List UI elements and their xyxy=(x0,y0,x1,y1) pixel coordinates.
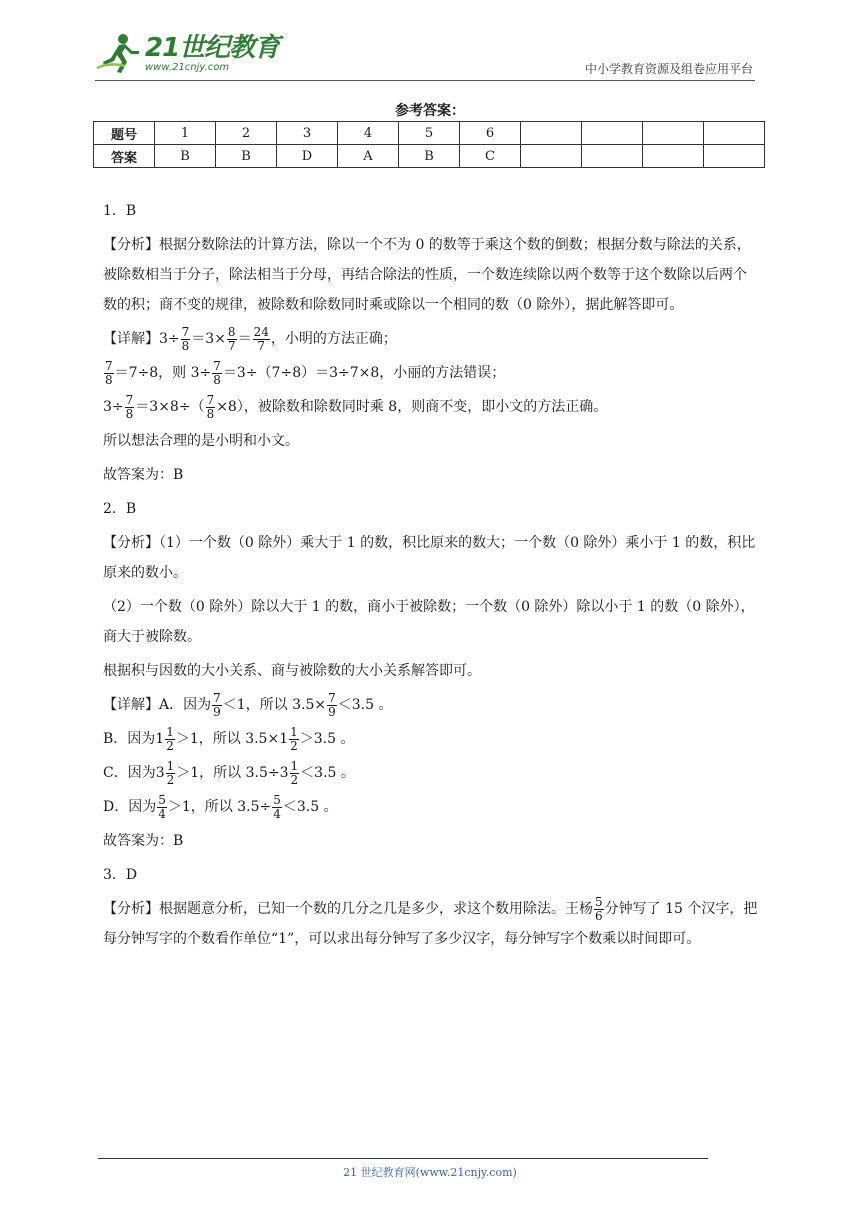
table-cell: 3 xyxy=(277,122,338,145)
platform-name: 中小学教育资源及组卷应用平台 xyxy=(584,62,753,76)
fraction xyxy=(272,794,282,821)
table-cell xyxy=(704,122,765,145)
fraction xyxy=(181,326,191,353)
table-cell xyxy=(704,145,765,168)
table-cell: 1 xyxy=(155,122,216,145)
denominator: 9 xyxy=(328,704,336,719)
table-cell: 6 xyxy=(460,122,521,145)
answer-section-title: 参考答案： xyxy=(395,103,465,119)
page-header xyxy=(95,30,755,81)
denominator: 6 xyxy=(595,908,603,923)
table-cell xyxy=(582,122,643,145)
q1-final-answer: 故答案为：B xyxy=(103,467,184,483)
text-run: ＜3.5 。 xyxy=(282,799,338,815)
answer-table xyxy=(93,121,765,168)
text-run: ＜3.5 。 xyxy=(337,697,393,713)
text-run: ，小明的方法正确； xyxy=(270,331,397,347)
numerator: 5 xyxy=(273,792,281,807)
numerator: 7 xyxy=(328,690,336,705)
page-footer: 21 世纪教育网(www.21cnjy.com) xyxy=(343,1166,517,1179)
text-run: ＞3.5 。 xyxy=(299,731,355,747)
numerator: 5 xyxy=(158,792,166,807)
text-run: ＝7÷8，则 3÷ xyxy=(114,365,212,381)
denominator: 8 xyxy=(125,406,134,421)
q3-heading: 3．D xyxy=(103,867,138,883)
table-cell: B xyxy=(155,145,216,168)
numerator: 7 xyxy=(125,392,134,407)
table-cell xyxy=(582,145,643,168)
fraction xyxy=(327,692,337,719)
q2-option-b xyxy=(103,724,758,754)
text-run: 【分析】根据题意分析，已知一个数的几分之几是多少，求这个数用除法。王杨 xyxy=(103,901,593,917)
table-cell: A xyxy=(338,145,399,168)
text-run: ＝3×8÷（ xyxy=(135,399,205,415)
numerator: 5 xyxy=(595,894,603,909)
denominator: 2 xyxy=(290,772,299,787)
numerator: 1 xyxy=(290,724,298,739)
fraction xyxy=(206,394,216,421)
denominator: 4 xyxy=(273,806,281,821)
site-logo xyxy=(95,32,279,76)
row-label: 题号 xyxy=(94,122,155,145)
denominator: 9 xyxy=(213,704,221,719)
logo-brand-text: 21世纪教育 xyxy=(145,33,280,63)
text-run: ＜1，所以 3.5× xyxy=(222,697,327,713)
numerator: 7 xyxy=(213,690,221,705)
text-run: 【详解】A．因为 xyxy=(103,697,212,713)
text-run: ＝3÷（7÷8）＝3÷7×8，小丽的方法错误； xyxy=(222,365,506,381)
table-cell xyxy=(643,122,704,145)
table-cell: B xyxy=(399,145,460,168)
table-row xyxy=(94,122,765,145)
denominator: 7 xyxy=(227,338,236,353)
numerator: 7 xyxy=(181,324,190,339)
q2-option-d xyxy=(103,792,758,822)
numerator: 7 xyxy=(206,392,215,407)
table-cell xyxy=(643,145,704,168)
fraction xyxy=(125,394,135,421)
denominator: 8 xyxy=(206,406,215,421)
q1-detail-line1 xyxy=(103,324,758,354)
row-label: 答案 xyxy=(94,145,155,168)
fraction xyxy=(289,726,299,753)
q1-analysis: 【分析】根据分数除法的计算方法，除以一个不为 0 的数等于乘这个数的倒数；根据分数与除法的关系，被除数相当于分子，除法相当于分母，再结合除法的性质，一个数连续除以两个数等于这个数除以后两个数的积；商不变的规律，被除数和除数同时乘或除以一个相同的数（0 除外），据此解答即可。 xyxy=(103,237,751,313)
fraction xyxy=(104,360,114,387)
fraction xyxy=(166,760,176,787)
numerator: 1 xyxy=(166,724,174,739)
fraction xyxy=(157,794,167,821)
text-run: 分钟写了 15 个汉字，把每分钟写字的个数看作单位“1”，可以求出每分钟写了多少汉字，每分钟写字个数乘以时间即可。 xyxy=(103,901,758,947)
text-run: ＜3.5 。 xyxy=(300,765,355,781)
table-cell: 2 xyxy=(216,122,277,145)
q2-option-c xyxy=(103,758,758,788)
text-run: ＞1，所以 3.5÷ xyxy=(167,799,272,815)
numerator: 7 xyxy=(213,358,221,373)
numerator: 7 xyxy=(105,358,113,373)
denominator: 8 xyxy=(181,338,190,353)
denominator: 2 xyxy=(166,772,175,787)
table-cell: B xyxy=(216,145,277,168)
denominator: 7 xyxy=(257,338,266,353)
denominator: 4 xyxy=(158,806,166,821)
text-run: C．因为3 xyxy=(103,765,165,781)
table-cell xyxy=(521,122,582,145)
denominator: 8 xyxy=(105,372,113,387)
fraction xyxy=(227,326,237,353)
fraction xyxy=(212,360,222,387)
footer-divider xyxy=(98,1158,708,1159)
q2-heading: 2．B xyxy=(103,501,137,517)
text-run: 3÷ xyxy=(103,399,124,415)
text-run: 【详解】3÷ xyxy=(103,331,180,347)
table-cell: D xyxy=(277,145,338,168)
numerator: 1 xyxy=(290,758,299,773)
q1-heading: 1．B xyxy=(103,203,137,219)
text-run: ＞1，所以 3.5×1 xyxy=(175,731,289,747)
q3-analysis xyxy=(103,894,758,954)
denominator: 2 xyxy=(290,738,298,753)
text-run: D．因为 xyxy=(103,799,157,815)
fraction xyxy=(165,726,175,753)
text-run: ＞1，所以 3.5÷3 xyxy=(176,765,289,781)
table-cell xyxy=(521,145,582,168)
fraction xyxy=(594,896,604,923)
fraction xyxy=(212,692,222,719)
q2-analysis-3: 根据积与因数的大小关系、商与被除数的大小关系解答即可。 xyxy=(103,663,481,679)
q2-option-a xyxy=(103,690,758,720)
q2-analysis-2: （2）一个数（0 除外）除以大于 1 的数，商小于被除数；一个数（0 除外）除以小于 1 的数（0 除外），商大于被除数。 xyxy=(103,599,755,645)
logo-url-text: www.21cnjy.com xyxy=(145,62,230,73)
numerator: 8 xyxy=(227,324,236,339)
solutions-body xyxy=(103,196,758,958)
runner-logo-icon xyxy=(95,32,143,76)
table-cell: C xyxy=(460,145,521,168)
q1-detail-line3 xyxy=(103,392,758,422)
fraction xyxy=(290,760,300,787)
denominator: 2 xyxy=(166,738,174,753)
q2-final-answer: 故答案为：B xyxy=(103,833,184,849)
text-run: ＝ xyxy=(237,331,252,347)
numerator: 24 xyxy=(253,324,269,339)
table-cell: 5 xyxy=(399,122,460,145)
denominator: 8 xyxy=(213,372,221,387)
text-run: B．因为1 xyxy=(103,731,165,747)
text-run: ×8），被除数和除数同时乘 8，则商不变，即小文的方法正确。 xyxy=(216,399,608,415)
text-run: ＝3× xyxy=(191,331,226,347)
table-cell: 4 xyxy=(338,122,399,145)
table-row xyxy=(94,145,765,168)
numerator: 1 xyxy=(166,758,175,773)
q1-conclusion: 所以想法合理的是小明和小文。 xyxy=(103,433,299,449)
fraction xyxy=(253,326,270,353)
q2-analysis-1: 【分析】（1）一个数（0 除外）乘大于 1 的数，积比原来的数大；一个数（0 除外）乘小于 1 的数，积比原来的数小。 xyxy=(103,535,756,581)
q1-detail-line2 xyxy=(103,358,758,388)
